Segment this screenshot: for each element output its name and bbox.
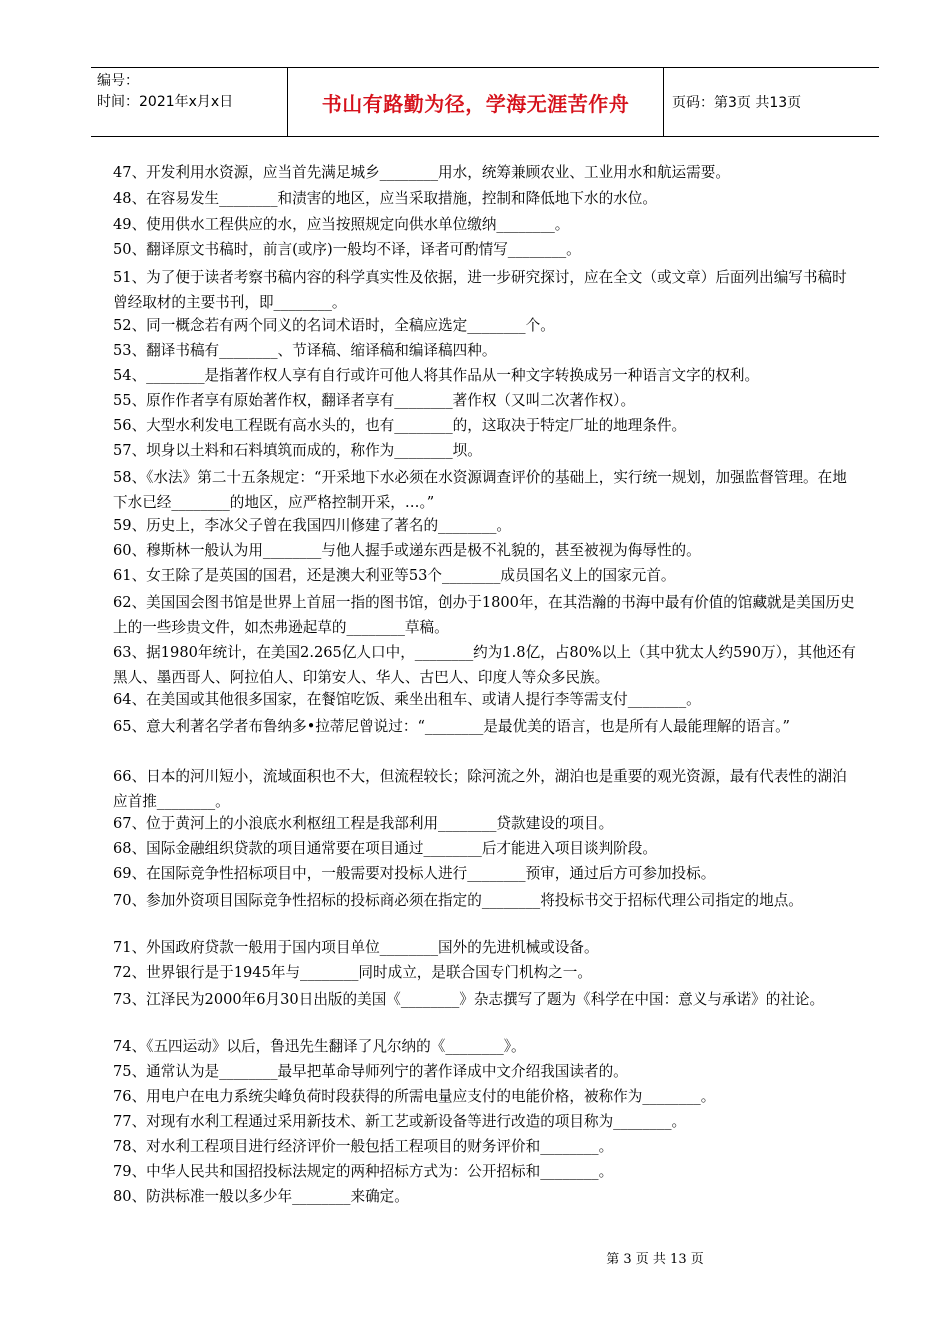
question-70: 70、参加外资项目国际竞争性招标的投标商必须在指定的________将投标书交于招标代理公司指定的地点。 bbox=[113, 892, 803, 909]
question-78: 78、对水利工程项目进行经济评价一般包括工程项目的财务评价和________。 bbox=[113, 1138, 614, 1155]
question-76: 76、用电户在电力系统尖峰负荷时段获得的所需电量应支付的电能价格，被称作为________。 bbox=[113, 1088, 716, 1105]
question-62: 62、美国国会图书馆是世界上首屈一指的图书馆，创办于1800年，在其浩瀚的书海中最有价值的馆藏就是美国历史上的一些珍贵文件，如杰弗逊起草的________草稿。 bbox=[113, 594, 855, 636]
question-64: 64、在美国或其他很多国家，在餐馆吃饭、乘坐出租车、或请人提行李等需支付________。 bbox=[113, 691, 701, 708]
header-motto: 书山有路勤为径，学海无涯苦作舟 bbox=[288, 68, 664, 136]
question-61: 61、女王除了是英国的国君，还是澳大利亚等53个________成员国名义上的国家元首。 bbox=[113, 567, 676, 584]
footer-page-number: 第 3 页 共 13 页 bbox=[606, 1252, 704, 1267]
question-68: 68、国际金融组织贷款的项目通常要在项目通过________后才能进入项目谈判阶段。 bbox=[113, 840, 657, 857]
question-79: 79、中华人民共和国招投标法规定的两种招标方式为：公开招标和________。 bbox=[113, 1163, 614, 1180]
question-51: 51、为了便于读者考察书稿内容的科学真实性及依据，进一步研究探讨，应在全文（或文章）后面列出编写书稿时曾经取材的主要书刊，即________。 bbox=[113, 269, 847, 311]
header-page-info: 页码：第3页 共13页 bbox=[672, 95, 802, 111]
time-label: 时间：2021年x月x日 bbox=[97, 94, 234, 110]
question-60: 60、穆斯林一般认为用________与他人握手或递东西是极不礼貌的，甚至被视为侮辱性的。 bbox=[113, 542, 701, 559]
question-72: 72、世界银行是于1945年与________同时成立，是联合国专门机构之一。 bbox=[113, 964, 592, 981]
question-55: 55、原作作者享有原始著作权，翻译者享有________著作权（又叫二次著作权）。 bbox=[113, 392, 636, 409]
question-80: 80、防洪标准一般以多少年________来确定。 bbox=[113, 1188, 409, 1205]
question-54: 54、________是指著作权人享有自行或许可他人将其作品从一种文字转换成另一种语言文字的权利。 bbox=[113, 367, 760, 384]
question-50: 50、翻译原文书稿时，前言(或序)一般均不译，译者可酌情写________。 bbox=[113, 241, 581, 258]
question-58: 58、《水法》第二十五条规定：“开采地下水必须在水资源调查评价的基础上，实行统一规划，加强监督管理。在地下水已经________的地区，应严格控制开采，…。” bbox=[113, 469, 847, 511]
question-73: 73、江泽民为2000年6月30日出版的美国《________》杂志撰写了题为《科学在中国：意义与承诺》的社论。 bbox=[113, 991, 825, 1008]
question-47: 47、开发利用水资源，应当首先满足城乡________用水，统筹兼顾农业、工业用水和航运需要。 bbox=[113, 164, 730, 181]
question-53: 53、翻译书稿有________、节译稿、缩译稿和编译稿四种。 bbox=[113, 342, 497, 359]
question-63: 63、据1980年统计，在美国2.265亿人口中，________约为1.8亿，占80%以上（其中犹太人约590万），其他还有黑人、墨西哥人、阿拉伯人、印第安人、华人、古巴人、印度人等众多民族。 bbox=[113, 644, 856, 686]
question-71: 71、外国政府贷款一般用于国内项目单位________国外的先进机械或设备。 bbox=[113, 939, 599, 956]
question-75: 75、通常认为是________最早把革命导师列宁的著作译成中文介绍我国读者的。 bbox=[113, 1063, 628, 1080]
question-48: 48、在容易发生________和渍害的地区，应当采取措施，控制和降低地下水的水位。 bbox=[113, 190, 657, 207]
page-footer bbox=[0, 1248, 950, 1267]
question-57: 57、坝身以土料和石料填筑而成的，称作为________坝。 bbox=[113, 442, 482, 459]
question-77: 77、对现有水利工程通过采用新技术、新工艺或新设备等进行改造的项目称为________。 bbox=[113, 1113, 687, 1130]
page-header bbox=[91, 67, 879, 137]
question-74: 74、《五四运动》以后，鲁迅先生翻译了凡尔纳的《________》。 bbox=[113, 1038, 526, 1055]
question-67: 67、位于黄河上的小浪底水利枢纽工程是我部利用________贷款建设的项目。 bbox=[113, 815, 614, 832]
question-52: 52、同一概念若有两个同义的名词术语时，全稿应选定________个。 bbox=[113, 317, 555, 334]
question-49: 49、使用供水工程供应的水，应当按照规定向供水单位缴纳________。 bbox=[113, 216, 570, 233]
question-56: 56、大型水利发电工程既有高水头的，也有________的，这取决于特定厂址的地理条件。 bbox=[113, 417, 687, 434]
header-meta bbox=[91, 68, 288, 136]
question-69: 69、在国际竞争性招标项目中，一般需要对投标人进行________预审，通过后方可参加投标。 bbox=[113, 865, 716, 882]
question-59: 59、历史上，李冰父子曾在我国四川修建了著名的________。 bbox=[113, 517, 512, 534]
number-label: 编号： bbox=[97, 73, 139, 89]
question-65: 65、意大利著名学者布鲁纳多•拉蒂尼曾说过：“________是最优美的语言，也是所有人最能理解的语言。” bbox=[113, 718, 790, 735]
question-66: 66、日本的河川短小，流域面积也不大，但流程较长；除河流之外，湖泊也是重要的观光资源，最有代表性的湖泊应首推________。 bbox=[113, 768, 847, 810]
